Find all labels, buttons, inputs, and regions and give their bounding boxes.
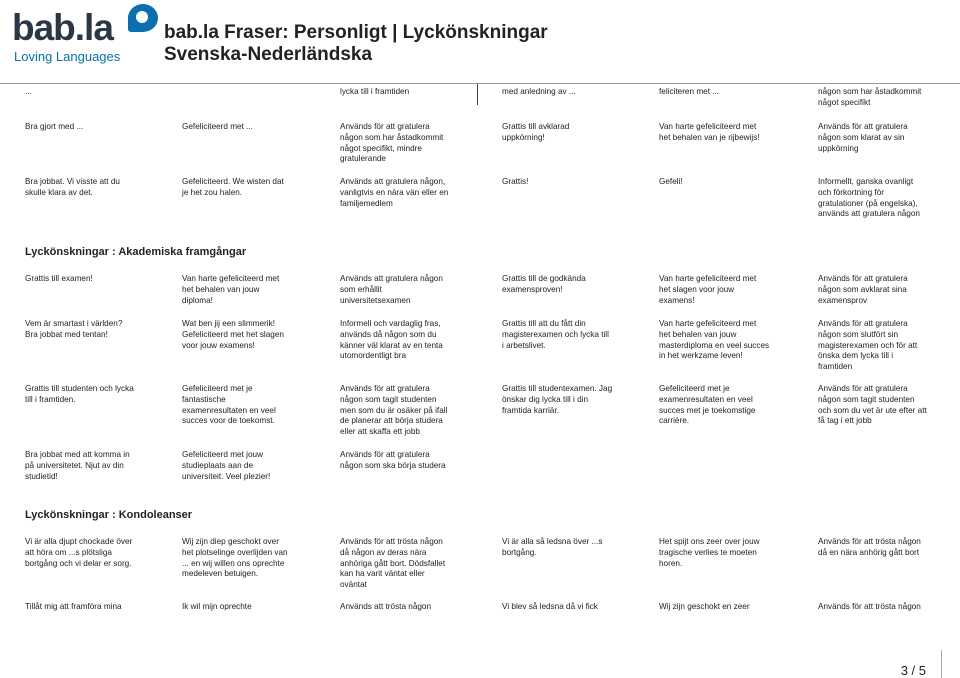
phrase-cell: Bra gjort med ... [25,122,84,131]
phrase-cell: Grattis till att du fått din magisterexamen och lycka till i arbetslivet. [502,319,609,350]
phrase-cell: med anledning av ... [502,87,576,96]
phrase-cell: Bra jobbat med att komma in på universitetet. Njut av din studietid! [25,450,130,481]
phrase-cell: Informellt, ganska ovanligt och förkortning för gratulationer (på engelska), används att gratulera någon [818,177,920,219]
phrase-cell: Gefeli! [659,177,683,186]
phrase-cell: Används för att trösta någon då en nära anhörig gått bort [818,537,921,557]
phrase-cell: Van harte gefeliciteerd met het behalen van je rijbewijs! [659,122,760,142]
phrase-cell: Används för att gratulera någon som ska börja studera [340,450,446,470]
phrase-cell: Van harte gefeliciteerd met het behalen van jouw masterdiploma en veel succes in het werkzame leven! [659,319,770,361]
phrase-cell: Het spijt ons zeer over jouw tragische verlies te moeten horen. [659,537,760,568]
phrase-cell: Vi blev så ledsna då vi fick [502,602,598,611]
phrase-cell: Gefeliciteerd met ... [182,122,253,131]
phrase-cell: Grattis! [502,177,529,186]
phrase-cell: Används för att gratulera någon som har åstadkommit något specifikt, mindre gratulerande [340,122,444,164]
phrase-cell: Gefeliciteerd met je examenresultaten en veel succes met je toekomstige carrière. [659,384,756,426]
phrase-cell: Grattis till studenten och lycka till i framtiden. [25,384,134,404]
header-divider [0,83,960,84]
phrase-cell: Wij zijn geschokt en zeer [659,602,750,611]
phrase-cell: Används för att gratulera någon som slutfört sin magisterexamen och för att önska dem lycka till i framtiden [818,319,918,372]
phrase-cell: Gefeliciteerd met je fantastische examenresultaten en veel succes voor de toekomst. [182,384,276,426]
speech-bubble-icon [128,4,158,32]
page-edge [941,650,960,678]
phrase-cell: feliciteren met ... [659,87,720,96]
phrase-cell: Används för att gratulera någon som tagit studenten och som du vet är ute efter att få tag i ett jobb [818,384,927,426]
phrase-cell: Vi är alla så ledsna över ...s bortgång. [502,537,603,557]
phrase-cell: Informell och vardaglig fras, används då någon som du känner väl klarat av en tenta utomordentligt bra [340,319,443,361]
phrase-cell: ... [25,87,32,96]
column-divider [477,84,478,105]
title-line-1: bab.la Fraser: Personligt | Lyckönskningar [164,22,548,43]
phrase-cell: Vem är smartast i världen? Bra jobbat med tentan! [25,319,123,339]
phrase-cell: Grattis till examen! [25,274,93,283]
page-number: 3 / 5 [900,663,926,678]
phrase-cell: Ik wil mijn oprechte [182,602,252,611]
phrase-cell: Används att gratulera någon, vanligtvis en nära vän eller en familjemedlem [340,177,449,208]
phrase-cell: Van harte gefeliciteerd met het behalen van jouw diploma! [182,274,280,305]
phrase-cell: Grattis till avklarad uppkörning! [502,122,570,142]
phrase-cell: Används för att gratulera någon som tagit studenten men som du är osäker på ifall de planerar att börja studera eller att skaffa ett jobb [340,384,448,437]
phrase-cell: Wat ben jij een slimmerik! Gefeliciteerd met het slagen voor jouw examens! [182,319,284,350]
phrase-cell: Används att trösta någon [340,602,432,611]
phrase-cell: Gefeliciteerd. We wisten dat je het zou halen. [182,177,284,197]
phrase-cell: Grattis till studentexamen. Jag önskar dig lycka till i din framtida karriär. [502,384,613,415]
logo-wordmark: bab.la [12,7,113,48]
title-line-2: Svenska-Nederländska [164,44,373,65]
phrase-cell: Används för att trösta någon då någon av deras nära anhöriga gått bort. Dödsfallet kan ha varit väntat eller oväntat [340,537,446,590]
phrase-cell: Används att gratulera någon som erhållit universitetsexamen [340,274,443,305]
phrase-cell: Gefeliciteerd met jouw studieplaats aan de universiteit. Veel plezier! [182,450,271,481]
phrase-cell: Vi är alla djupt chockade över att höra om ...s plötsliga bortgång och vi delar er sorg. [25,537,133,568]
phrase-cell: Används för att gratulera någon som klarat av sin uppkörning [818,122,908,153]
phrase-cell: Bra jobbat. Vi visste att du skulle klara av det. [25,177,120,197]
phrase-cell: lycka till i framtiden [340,87,410,96]
phrase-cell: Används för att trösta någon [818,602,921,611]
page-title [164,22,548,66]
section-heading-akademiska: Lyckönskningar : Akademiska framgångar [25,246,247,258]
phrase-cell: Wij zijn diep geschokt over het plotselinge overlijden van ... en wij willen ons oprechte medeleven betuigen. [182,537,288,579]
babla-logo [12,2,152,66]
phrase-cell: Van harte gefeliciteerd met het slagen voor jouw examens! [659,274,757,305]
logo-tagline: Loving Languages [14,49,121,64]
phrase-cell: någon som har åstadkommit något specifikt [818,87,922,107]
section-heading-kondoleanser: Lyckönskningar : Kondoleanser [25,509,193,521]
phrase-cell: Tillåt mig att framföra mina [25,602,122,611]
phrase-cell: Grattis till de godkända examensproven! [502,274,586,294]
phrase-cell: Används för att gratulera någon som avklarat sina examensprov [818,274,908,305]
